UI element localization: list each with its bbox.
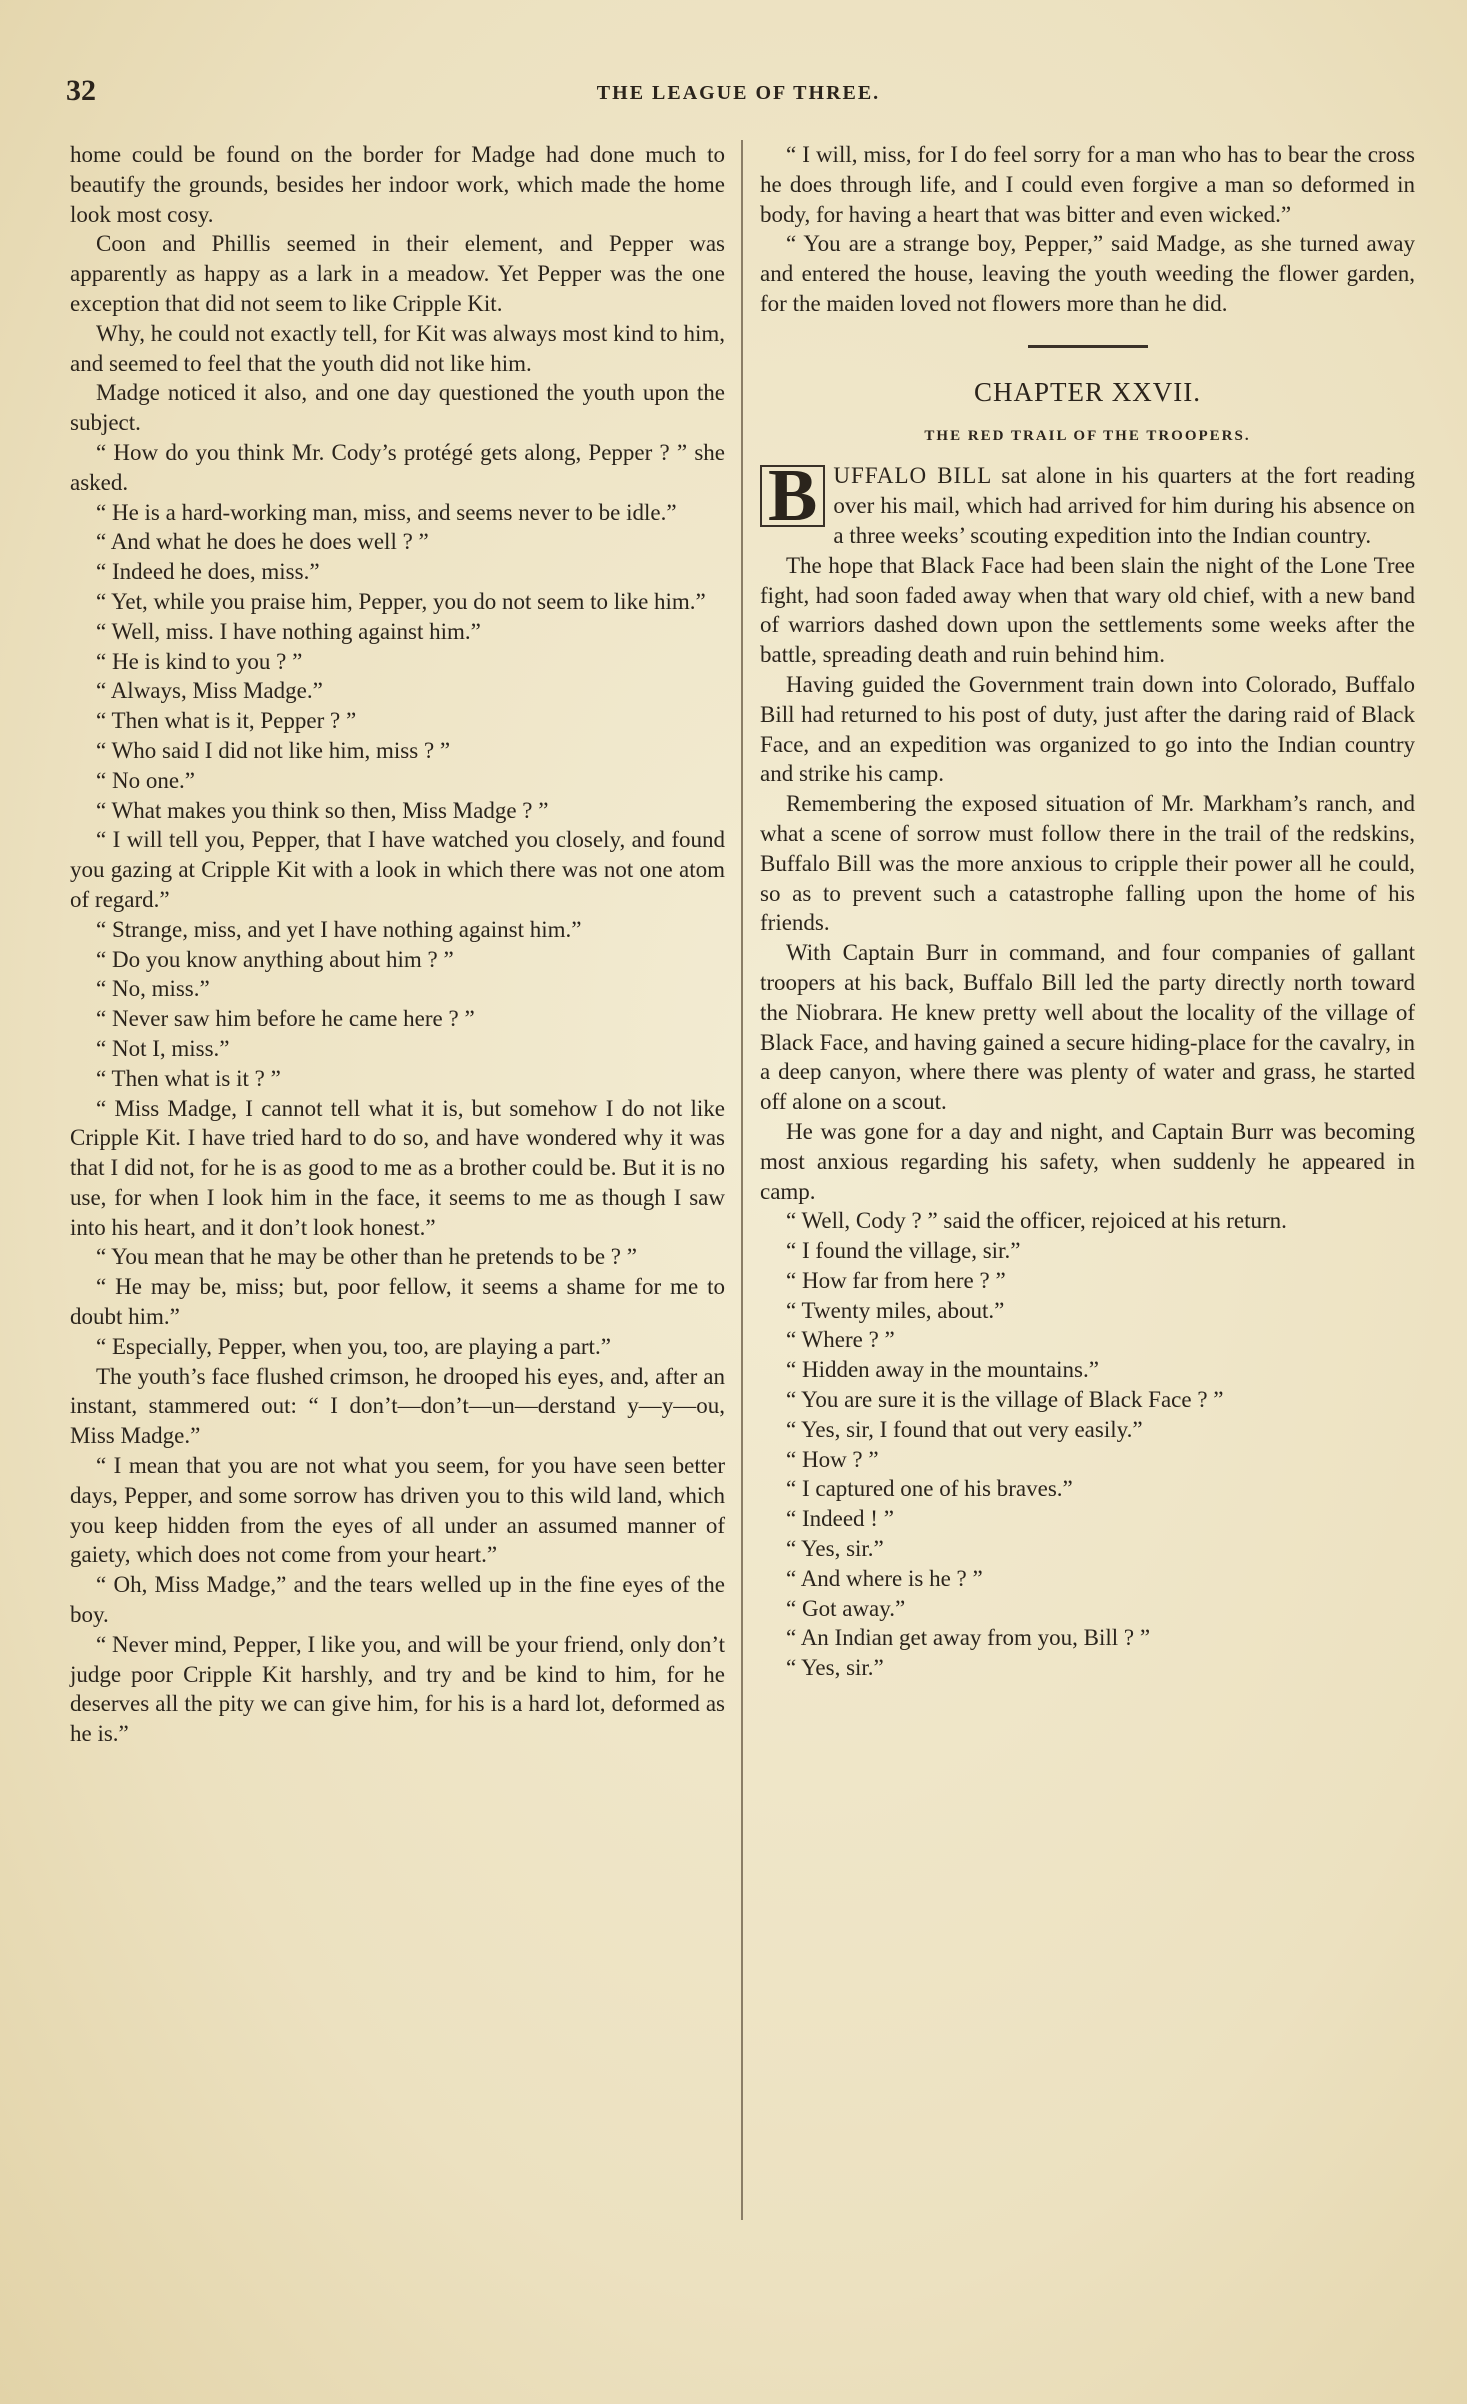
paragraph: “ I captured one of his braves.” <box>786 1476 1073 1502</box>
paragraph: “ Do you know anything about him ? ” <box>96 946 454 972</box>
paragraph: “ Oh, Miss Madge,” and the tears welled up in the fine eyes of the boy. <box>70 1572 725 1628</box>
page-number: 32 <box>66 74 96 107</box>
paragraph: “ Then what is it ? ” <box>96 1065 281 1091</box>
paragraph: “ Yes, sir.” <box>786 1536 884 1562</box>
drop-cap: B <box>760 465 825 527</box>
paragraph: “ Always, Miss Madge.” <box>96 678 323 704</box>
paragraph: “ Then what is it, Pepper ? ” <box>96 708 357 734</box>
paragraph: The hope that Black Face had been slain the night of the Lone Tree fight, had soon faded away when that wary old chief, with a new band of warriors dashed down upon the settlements some weeks after the battle, spreading death and ruin behind him. <box>760 552 1415 668</box>
page-header <box>66 70 1411 110</box>
paragraph: “ How do you think Mr. Cody’s protégé gets along, Pepper ? ” she asked. <box>70 439 725 495</box>
paragraph: “ Who said I did not like him, miss ? ” <box>96 737 451 763</box>
paragraph: “ Yes, sir, I found that out very easily.” <box>786 1416 1143 1442</box>
paragraph: “ What makes you think so then, Miss Madge ? ” <box>96 797 549 823</box>
paragraph: “ I mean that you are not what you seem, for you have seen better days, Pepper, and some sorrow has driven you to this wild land, which you keep hidden from the eyes of all under an assumed manner of gaiety, which does not come from your heart.” <box>70 1453 725 1568</box>
opening-lead: UFFALO BILL <box>833 463 993 489</box>
paragraph: “ He is kind to you ? ” <box>96 648 303 674</box>
paragraph: With Captain Burr in command, and four companies of gallant troopers at his back, Buffalo Bill led the party directly north toward the Niobrara. He knew pretty well about the locality of the village of Black Face, and having gained a secure hiding-place for the cavalry, in a deep canyon, where there was plenty of water and grass, he started off alone on a scout. <box>760 940 1415 1115</box>
paragraph: “ Yes, sir.” <box>786 1655 884 1681</box>
paragraph: “ You are sure it is the village of Black Face ? ” <box>786 1387 1224 1413</box>
paragraph: Why, he could not exactly tell, for Kit was always most kind to him, and seemed to feel that the youth did not like him. <box>70 320 725 376</box>
paragraph: “ No one.” <box>96 767 195 793</box>
chapter-opening-paragraph <box>760 455 1415 550</box>
paragraph: “ Strange, miss, and yet I have nothing against him.” <box>96 916 582 942</box>
paragraph: “ And what he does he does well ? ” <box>96 529 429 555</box>
column-divider <box>741 140 743 2220</box>
paragraph: “ You mean that he may be other than he pretends to be ? ” <box>96 1244 637 1270</box>
paragraph: Having guided the Government train down into Colorado, Buffalo Bill had returned to his post of duty, just after the daring raid of Black Face, and an expedition was organized to go into the Indian country and strike his camp. <box>760 671 1415 787</box>
chapter-title: CHAPTER XXVII. <box>974 376 1201 407</box>
paragraph: “ An Indian get away from you, Bill ? ” <box>786 1625 1151 1651</box>
paragraph: “ I will, miss, for I do feel sorry for a man who has to bear the cross he does through life, and I could even forgive a man so deformed in body, for having a heart that was bitter and even wicked.” <box>760 142 1415 227</box>
paragraph: “ Twenty miles, about.” <box>786 1297 1005 1323</box>
right-column <box>760 140 1415 1683</box>
paragraph: “ I found the village, sir.” <box>786 1238 1021 1264</box>
paragraph: “ And where is he ? ” <box>786 1565 983 1591</box>
paragraph: “ Never saw him before he came here ? ” <box>96 1006 475 1032</box>
paragraph: “ Never mind, Pepper, I like you, and will be your friend, only don’t judge poor Cripple Kit harshly, and try and be kind to him, for he deserves all the pity we can give him, for his is a hard lot, deformed as he is.” <box>70 1631 725 1747</box>
paragraph: Madge noticed it also, and one day questioned the youth upon the subject. <box>70 380 725 436</box>
paragraph: “ How far from here ? ” <box>786 1267 1006 1293</box>
paragraph: “ Indeed he does, miss.” <box>96 559 320 585</box>
paragraph: “ Not I, miss.” <box>96 1035 230 1061</box>
paragraph: “ No, miss.” <box>96 976 210 1002</box>
paragraph: “ Well, Cody ? ” said the officer, rejoiced at his return. <box>786 1208 1287 1234</box>
paragraph: “ I will tell you, Pepper, that I have watched you closely, and found you gazing at Cripple Kit with a look in which there was not one atom of regard.” <box>70 827 725 912</box>
paragraph: “ Well, miss. I have nothing against him.” <box>96 618 481 644</box>
paragraph: He was gone for a day and night, and Captain Burr was becoming most anxious regarding his safety, when suddenly he appeared in camp. <box>760 1118 1415 1204</box>
section-separator <box>1028 345 1148 348</box>
paragraph: “ He is a hard-working man, miss, and seems never to be idle.” <box>96 499 677 525</box>
paragraph: “ Indeed ! ” <box>786 1506 894 1532</box>
paragraph: “ Got away.” <box>786 1595 906 1621</box>
paragraph: “ Hidden away in the mountains.” <box>786 1357 1099 1383</box>
left-column <box>70 140 725 1749</box>
chapter-subtitle: THE RED TRAIL OF THE TROOPERS. <box>924 427 1251 444</box>
paragraph: home could be found on the border for Madge had done much to beautify the grounds, besides her indoor work, which made the home look most cosy. <box>70 142 725 227</box>
paragraph: Coon and Phillis seemed in their element, and Pepper was apparently as happy as a lark in a meadow. Yet Pepper was the one exception that did not seem to like Cripple Kit. <box>70 231 725 316</box>
paragraph: Remembering the exposed situation of Mr. Markham’s ranch, and what a scene of sorrow must follow there in the trail of the redskins, Buffalo Bill was the more anxious to cripple their power all he could, so as to prevent such a catastrophe falling upon the home of his friends. <box>760 791 1415 936</box>
paragraph: “ He may be, miss; but, poor fellow, it seems a shame for me to doubt him.” <box>70 1274 725 1330</box>
running-title: THE LEAGUE OF THREE. <box>596 82 881 104</box>
paragraph: “ You are a strange boy, Pepper,” said Madge, as she turned away and entered the house, leaving the youth weeding the flower garden, for the maiden loved not flowers more than he did. <box>760 231 1415 316</box>
paragraph: The youth’s face flushed crimson, he drooped his eyes, and, after an instant, stammered out: “ I don’t—don’t—un—derstand y—y—ou, Miss Madge.” <box>70 1363 725 1449</box>
opening-text: sat alone in his quarters at the fort reading over his mail, which had arrived for him during his absence on a three weeks’ scouting expedition into the Indian country. <box>833 463 1415 548</box>
paragraph: “ Where ? ” <box>786 1327 895 1353</box>
paragraph: “ Especially, Pepper, when you, too, are playing a part.” <box>96 1333 611 1359</box>
paragraph: “ Yet, while you praise him, Pepper, you do not seem to like him.” <box>96 588 706 614</box>
paragraph: “ How ? ” <box>786 1446 879 1472</box>
paragraph: “ Miss Madge, I cannot tell what it is, but somehow I do not like Cripple Kit. I have tried hard to do so, and have wondered why it was that I did not, for he is as good to me as a brother could be. But it is no use, for when I look him in the face, it seems to me as though I saw into his heart, and it don’t look honest.” <box>70 1095 725 1240</box>
